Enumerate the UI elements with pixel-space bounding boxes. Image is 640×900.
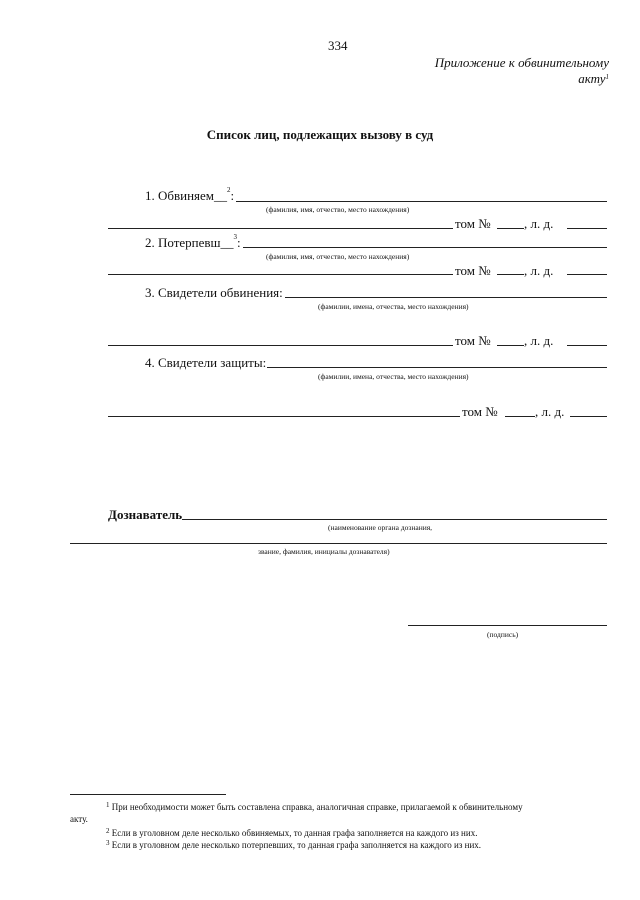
prosecution-tom-field[interactable] xyxy=(497,345,524,346)
footnote-1-text: При необходимости может быть составлена справка, аналогичная справке, прилагаемой к обвинительному xyxy=(111,802,523,812)
victim-details-field[interactable] xyxy=(108,274,453,275)
defense-tom-label: том № xyxy=(462,404,498,419)
footnote-2-mark: 2 xyxy=(106,827,110,835)
signature-hint: (подпись) xyxy=(487,630,519,639)
accused-details-field[interactable] xyxy=(108,228,453,229)
victim-ld-field[interactable] xyxy=(567,274,607,275)
prosecution-witnesses-field[interactable] xyxy=(285,297,607,298)
footnotes xyxy=(70,801,615,851)
victim-tom-label: том № xyxy=(455,263,491,278)
accused-hint: (фамилия, имя, отчество, место нахождения) xyxy=(266,205,410,214)
footnote-3-text: Если в уголовном деле несколько потерпевших, то данная графа заполняется на каждого из них. xyxy=(111,840,482,850)
victim-tom-field[interactable] xyxy=(497,274,524,275)
accused-name-field[interactable] xyxy=(236,201,607,202)
prosecution-witnesses-label: 3. Свидетели обвинения: xyxy=(145,285,283,300)
footnote-3 xyxy=(70,839,615,851)
prosecution-witnesses-hint: (фамилии, имена, отчества, место нахождения) xyxy=(318,302,469,311)
investigator-rank-field[interactable] xyxy=(70,543,607,544)
accused-tom-label: том № xyxy=(455,216,491,231)
accused-footnote-mark: 2 xyxy=(227,186,231,194)
defense-details-field[interactable] xyxy=(108,416,460,417)
defense-witnesses-field[interactable] xyxy=(267,367,607,368)
victim-ld-label: , л. д. xyxy=(524,263,554,278)
victim-name-field[interactable] xyxy=(243,247,607,248)
victim-hint: (фамилия, имя, отчество, место нахождения) xyxy=(266,252,410,261)
appendix-note xyxy=(380,55,609,87)
footnote-separator xyxy=(70,794,226,795)
prosecution-tom-label: том № xyxy=(455,333,491,348)
footnote-3-mark: 3 xyxy=(106,839,110,847)
page-number: 334 xyxy=(328,38,348,53)
prosecution-details-field[interactable] xyxy=(108,345,453,346)
footnote-1-mark: 1 xyxy=(106,801,110,809)
appendix-line2: акту$^1$ xyxy=(578,71,609,86)
accused-tom-field[interactable] xyxy=(497,228,524,229)
footnote-1-continuation: акту. xyxy=(70,814,88,824)
defense-witnesses-hint: (фамилии, имена, отчества, место нахождения) xyxy=(318,372,469,381)
victim-footnote-mark: 3 xyxy=(233,233,238,241)
prosecution-ld-field[interactable] xyxy=(567,345,607,346)
investigator-label: Дознаватель xyxy=(108,507,183,522)
accused-ld-label: , л. д. xyxy=(524,216,554,231)
accused-ld-field[interactable] xyxy=(567,228,607,229)
appendix-line1: Приложение к обвинительному xyxy=(434,55,609,70)
accused-label: 1. Обвиняем__$^2$: xyxy=(145,186,235,203)
appendix-footnote-mark: 1 xyxy=(605,73,609,81)
investigator-org-hint: (наименование органа дознания, xyxy=(328,523,433,532)
prosecution-ld-label: , л. д. xyxy=(524,333,554,348)
footnote-2 xyxy=(70,827,615,839)
footnote-1 xyxy=(70,801,615,813)
defense-witnesses-label: 4. Свидетели защиты: xyxy=(145,355,267,370)
investigator-rank-hint: звание, фамилия, инициалы дознавателя) xyxy=(258,547,390,556)
victim-label: 2. Потерпевш__$^3$: xyxy=(145,233,241,250)
document-title: Список лиц, подлежащих вызову в суд xyxy=(206,127,434,142)
defense-ld-field[interactable] xyxy=(570,416,607,417)
signature-field[interactable] xyxy=(408,625,607,626)
footnote-2-text: Если в уголовном деле несколько обвиняемых, то данная графа заполняется на каждого из них. xyxy=(111,828,478,838)
defense-tom-field[interactable] xyxy=(505,416,535,417)
investigator-org-field[interactable] xyxy=(182,519,607,520)
defense-ld-label: , л. д. xyxy=(535,404,565,419)
